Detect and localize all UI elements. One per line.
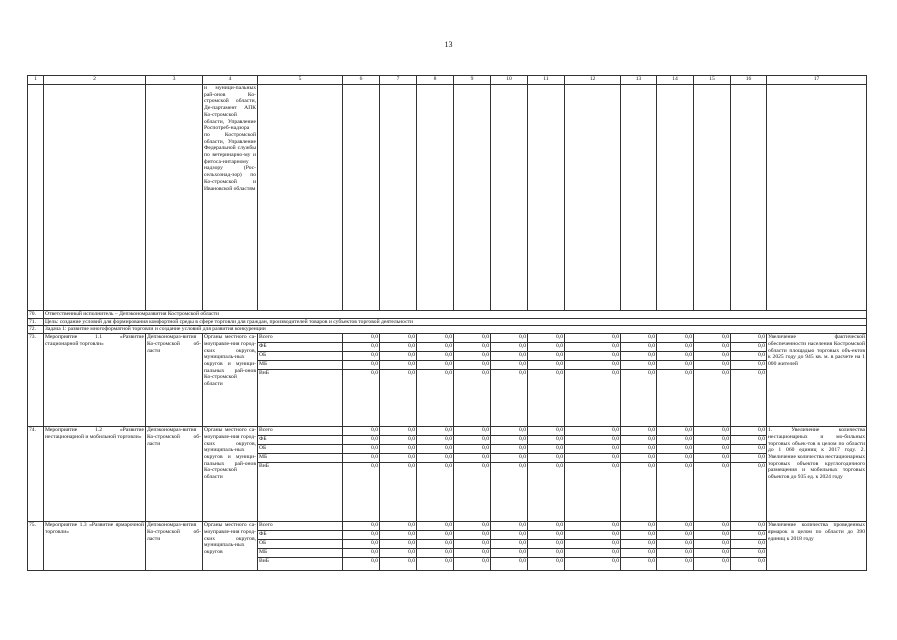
measure-participants: Органы местного са-моуправле-ния город-ских округов, муниципаль-ных округов и муници-пальных рай-онов Ко-стромской области	[203, 334, 258, 427]
value-cell: 0,0	[565, 334, 621, 343]
value-cell: 0,0	[657, 334, 694, 343]
value-cell: 0,0	[621, 436, 657, 445]
value-cell: 0,0	[417, 370, 454, 427]
value-cell: 0,0	[657, 531, 694, 540]
value-cell: 0,0	[380, 343, 417, 352]
value-cell: 0,0	[454, 463, 491, 522]
value-cell: 0,0	[491, 343, 528, 352]
funding-source: Всего	[258, 427, 343, 436]
value-cell: 0,0	[657, 370, 694, 427]
value-cell: 0,0	[417, 549, 454, 558]
value-cell: 0,0	[657, 463, 694, 522]
value-cell: 0,0	[417, 334, 454, 343]
value-cell: 0,0	[657, 445, 694, 454]
value-cell: 0,0	[657, 454, 694, 463]
value-cell: 0,0	[731, 454, 767, 463]
value-cell: 0,0	[454, 454, 491, 463]
value-cell: 0,0	[731, 549, 767, 558]
value-cell: 0,0	[454, 427, 491, 436]
value-cell: 0,0	[417, 352, 454, 361]
value-cell: 0,0	[621, 352, 657, 361]
funding-source: МБ	[258, 454, 343, 463]
expected-result: 1. Увеличение количества нестационарных и мо-бильных торговых объек-тов в целом по области до 1 060 единиц к 2017 году. 2. Увеличение количества нестационарных торговых объектов круглогодичного размещения и мобильных торговых объектов до 935 ед. к 2024 году	[767, 427, 867, 522]
value-cell: 0,0	[491, 334, 528, 343]
value-cell: 0,0	[694, 343, 731, 352]
funding-source: Всего	[258, 522, 343, 531]
value-cell: 0,0	[343, 531, 380, 540]
column-header: 11	[528, 76, 565, 85]
value-cell: 0,0	[731, 361, 767, 370]
value-cell: 0,0	[491, 436, 528, 445]
value-cell: 0,0	[454, 334, 491, 343]
value-cell: 0,0	[343, 454, 380, 463]
section-text: Задача 1: развитие многоформатной торговли и создание условий для развития конкуренции	[44, 326, 867, 334]
value-cell: 0,0	[491, 370, 528, 427]
value-cell: 0,0	[454, 445, 491, 454]
table-row	[28, 311, 867, 319]
table-cell	[731, 85, 767, 311]
value-cell: 0,0	[454, 549, 491, 558]
value-cell: 0,0	[417, 522, 454, 531]
table-cell	[454, 85, 491, 311]
value-cell: 0,0	[491, 445, 528, 454]
continuation-participants: и муници-пальных рай-онов Ко-стромской области, Де-партамент АПК Ко-стромской области, Управление Роспотреб-надзора по Костромской области, Управление Федеральной службы по ветеринарно-му и фитоса-нитарному надзору (Рос-сельхознад-зор) по Ко-стромской и Ивановской областям	[203, 85, 258, 311]
table-row	[28, 427, 867, 436]
measure-participants: Органы местного са-моуправле-ния город-ских округов, муниципаль-ных округов	[203, 522, 258, 571]
value-cell: 0,0	[657, 549, 694, 558]
table-cell	[417, 85, 454, 311]
value-cell: 0,0	[565, 454, 621, 463]
table-cell	[146, 85, 203, 311]
value-cell: 0,0	[621, 370, 657, 427]
funding-source: ВнБ	[258, 558, 343, 571]
value-cell: 0,0	[528, 334, 565, 343]
value-cell: 0,0	[417, 343, 454, 352]
value-cell: 0,0	[417, 436, 454, 445]
value-cell: 0,0	[657, 361, 694, 370]
value-cell: 0,0	[528, 549, 565, 558]
value-cell: 0,0	[621, 334, 657, 343]
funding-source: ОБ	[258, 445, 343, 454]
value-cell: 0,0	[565, 540, 621, 549]
value-cell: 0,0	[491, 540, 528, 549]
value-cell: 0,0	[694, 549, 731, 558]
value-cell: 0,0	[621, 361, 657, 370]
value-cell: 0,0	[528, 370, 565, 427]
column-header: 5	[258, 76, 343, 85]
value-cell: 0,0	[380, 549, 417, 558]
value-cell: 0,0	[528, 436, 565, 445]
value-cell: 0,0	[380, 427, 417, 436]
value-cell: 0,0	[343, 522, 380, 531]
value-cell: 0,0	[417, 454, 454, 463]
section-text: Цель: создание условий для формирования комфортной среды в сфере торговли для граждан, производителей товаров и субъектов торговой деятельности	[44, 318, 867, 326]
table-cell	[621, 85, 657, 311]
value-cell: 0,0	[565, 352, 621, 361]
value-cell: 0,0	[454, 558, 491, 571]
value-cell: 0,0	[454, 522, 491, 531]
value-cell: 0,0	[454, 343, 491, 352]
program-table	[27, 75, 867, 571]
value-cell: 0,0	[528, 558, 565, 571]
table-cell	[380, 85, 417, 311]
value-cell: 0,0	[380, 370, 417, 427]
column-header: 17	[767, 76, 867, 85]
header-row	[28, 76, 867, 85]
value-cell: 0,0	[528, 343, 565, 352]
column-header: 13	[621, 76, 657, 85]
funding-source: ВнБ	[258, 370, 343, 427]
value-cell: 0,0	[565, 436, 621, 445]
value-cell: 0,0	[694, 463, 731, 522]
measure-name: Мероприятие 1.3 «Развитие ярмарочной торговли»	[44, 522, 146, 571]
value-cell: 0,0	[528, 427, 565, 436]
value-cell: 0,0	[621, 531, 657, 540]
row-number: 75.	[28, 522, 44, 571]
value-cell: 0,0	[491, 558, 528, 571]
value-cell: 0,0	[343, 436, 380, 445]
value-cell: 0,0	[491, 352, 528, 361]
value-cell: 0,0	[694, 522, 731, 531]
value-cell: 0,0	[343, 352, 380, 361]
value-cell: 0,0	[343, 445, 380, 454]
column-header: 3	[146, 76, 203, 85]
value-cell: 0,0	[343, 540, 380, 549]
value-cell: 0,0	[454, 361, 491, 370]
measure-executor: Депэкономраз-вития Ко-стромской об-ласти	[146, 334, 203, 427]
value-cell: 0,0	[343, 558, 380, 571]
value-cell: 0,0	[731, 558, 767, 571]
row-number: 74.	[28, 427, 44, 522]
measure-name: Мероприятие 1.2 «Развитие нестационарной и мобильной торговли»	[44, 427, 146, 522]
value-cell: 0,0	[694, 352, 731, 361]
value-cell: 0,0	[565, 463, 621, 522]
value-cell: 0,0	[621, 463, 657, 522]
page-number: 13	[444, 40, 453, 49]
value-cell: 0,0	[417, 463, 454, 522]
value-cell: 0,0	[343, 427, 380, 436]
value-cell: 0,0	[657, 352, 694, 361]
value-cell: 0,0	[657, 427, 694, 436]
value-cell: 0,0	[417, 427, 454, 436]
value-cell: 0,0	[657, 343, 694, 352]
value-cell: 0,0	[621, 343, 657, 352]
value-cell: 0,0	[694, 427, 731, 436]
value-cell: 0,0	[454, 352, 491, 361]
column-header: 9	[454, 76, 491, 85]
funding-source: МБ	[258, 549, 343, 558]
value-cell: 0,0	[380, 454, 417, 463]
value-cell: 0,0	[343, 463, 380, 522]
value-cell: 0,0	[380, 463, 417, 522]
measure-executor: Депэкономраз-вития Ко-стромской об-ласти	[146, 427, 203, 522]
value-cell: 0,0	[621, 445, 657, 454]
value-cell: 0,0	[528, 352, 565, 361]
value-cell: 0,0	[491, 361, 528, 370]
value-cell: 0,0	[343, 370, 380, 427]
value-cell: 0,0	[731, 436, 767, 445]
row-number: 72.	[28, 326, 44, 334]
value-cell: 0,0	[417, 540, 454, 549]
value-cell: 0,0	[528, 463, 565, 522]
value-cell: 0,0	[657, 558, 694, 571]
value-cell: 0,0	[454, 540, 491, 549]
value-cell: 0,0	[694, 445, 731, 454]
value-cell: 0,0	[731, 427, 767, 436]
value-cell: 0,0	[343, 334, 380, 343]
table-cell	[694, 85, 731, 311]
value-cell: 0,0	[491, 427, 528, 436]
value-cell: 0,0	[380, 540, 417, 549]
row-number: 71.	[28, 318, 44, 326]
value-cell: 0,0	[621, 522, 657, 531]
value-cell: 0,0	[621, 549, 657, 558]
value-cell: 0,0	[565, 343, 621, 352]
funding-source: ОБ	[258, 352, 343, 361]
value-cell: 0,0	[528, 454, 565, 463]
column-header: 12	[565, 76, 621, 85]
value-cell: 0,0	[417, 558, 454, 571]
table-cell	[258, 85, 343, 311]
funding-source: ФБ	[258, 343, 343, 352]
value-cell: 0,0	[565, 370, 621, 427]
value-cell: 0,0	[694, 361, 731, 370]
funding-source: МБ	[258, 361, 343, 370]
column-header: 15	[694, 76, 731, 85]
funding-source: ОБ	[258, 540, 343, 549]
value-cell: 0,0	[731, 531, 767, 540]
table-cell	[767, 85, 867, 311]
value-cell: 0,0	[731, 540, 767, 549]
value-cell: 0,0	[694, 540, 731, 549]
expected-result: Увеличение фактической обеспеченности населения Костромской области площадью торговых объ-ектов к 2025 году до 945 кв. м. в расчете на 1 000 жителей	[767, 334, 867, 427]
value-cell: 0,0	[565, 558, 621, 571]
value-cell: 0,0	[731, 463, 767, 522]
column-header: 14	[657, 76, 694, 85]
value-cell: 0,0	[380, 445, 417, 454]
measure-name: Мероприятие 1.1 «Развитие стационарной торговли»	[44, 334, 146, 427]
value-cell: 0,0	[343, 361, 380, 370]
value-cell: 0,0	[621, 427, 657, 436]
column-header: 10	[491, 76, 528, 85]
expected-result: Увеличение количества проведенных ярмарок в целом по области до 390 единиц к 2018 году	[767, 522, 867, 571]
value-cell: 0,0	[491, 549, 528, 558]
value-cell: 0,0	[380, 334, 417, 343]
value-cell: 0,0	[491, 522, 528, 531]
table-cell	[491, 85, 528, 311]
value-cell: 0,0	[528, 522, 565, 531]
value-cell: 0,0	[417, 361, 454, 370]
value-cell: 0,0	[454, 436, 491, 445]
value-cell: 0,0	[380, 352, 417, 361]
value-cell: 0,0	[565, 549, 621, 558]
column-header: 2	[44, 76, 146, 85]
column-header: 4	[203, 76, 258, 85]
value-cell: 0,0	[694, 531, 731, 540]
value-cell: 0,0	[694, 334, 731, 343]
value-cell: 0,0	[565, 427, 621, 436]
value-cell: 0,0	[621, 540, 657, 549]
measure-participants: Органы местного са-моуправле-ния город-ских округов, муниципаль-ных округов и муници-пальных рай-онов Ко-стромской области	[203, 427, 258, 522]
value-cell: 0,0	[565, 531, 621, 540]
value-cell: 0,0	[454, 531, 491, 540]
column-header: 1	[28, 76, 44, 85]
row-number: 73.	[28, 334, 44, 427]
value-cell: 0,0	[343, 343, 380, 352]
value-cell: 0,0	[731, 343, 767, 352]
value-cell: 0,0	[565, 361, 621, 370]
value-cell: 0,0	[657, 436, 694, 445]
value-cell: 0,0	[731, 445, 767, 454]
section-text: Ответственный исполнитель – Депэкономразвития Костромской области	[44, 311, 867, 319]
value-cell: 0,0	[417, 531, 454, 540]
value-cell: 0,0	[731, 370, 767, 427]
value-cell: 0,0	[528, 361, 565, 370]
table-cell	[44, 85, 146, 311]
value-cell: 0,0	[528, 540, 565, 549]
column-header: 8	[417, 76, 454, 85]
value-cell: 0,0	[731, 522, 767, 531]
value-cell: 0,0	[694, 436, 731, 445]
value-cell: 0,0	[380, 558, 417, 571]
value-cell: 0,0	[380, 531, 417, 540]
funding-source: ВнБ	[258, 463, 343, 522]
value-cell: 0,0	[528, 445, 565, 454]
value-cell: 0,0	[731, 334, 767, 343]
table-row	[28, 85, 867, 311]
value-cell: 0,0	[343, 549, 380, 558]
value-cell: 0,0	[491, 531, 528, 540]
value-cell: 0,0	[694, 454, 731, 463]
table-row	[28, 318, 867, 326]
value-cell: 0,0	[621, 558, 657, 571]
value-cell: 0,0	[417, 445, 454, 454]
funding-source: ФБ	[258, 436, 343, 445]
value-cell: 0,0	[491, 463, 528, 522]
table-cell	[28, 85, 44, 311]
value-cell: 0,0	[621, 454, 657, 463]
value-cell: 0,0	[491, 454, 528, 463]
value-cell: 0,0	[454, 370, 491, 427]
table-cell	[343, 85, 380, 311]
row-number: 70.	[28, 311, 44, 319]
value-cell: 0,0	[380, 361, 417, 370]
value-cell: 0,0	[380, 436, 417, 445]
table-row	[28, 334, 867, 343]
value-cell: 0,0	[565, 445, 621, 454]
table-cell	[657, 85, 694, 311]
column-header: 7	[380, 76, 417, 85]
value-cell: 0,0	[657, 540, 694, 549]
column-header: 6	[343, 76, 380, 85]
funding-source: ФБ	[258, 531, 343, 540]
value-cell: 0,0	[528, 531, 565, 540]
funding-source: Всего	[258, 334, 343, 343]
table-cell	[528, 85, 565, 311]
value-cell: 0,0	[694, 370, 731, 427]
table-row	[28, 326, 867, 334]
value-cell: 0,0	[731, 352, 767, 361]
value-cell: 0,0	[694, 558, 731, 571]
value-cell: 0,0	[380, 522, 417, 531]
column-header: 16	[731, 76, 767, 85]
table-cell	[565, 85, 621, 311]
table-row	[28, 522, 867, 531]
value-cell: 0,0	[565, 522, 621, 531]
measure-executor: Депэкономраз-вития Ко-стромской об-ласти	[146, 522, 203, 571]
value-cell: 0,0	[657, 522, 694, 531]
